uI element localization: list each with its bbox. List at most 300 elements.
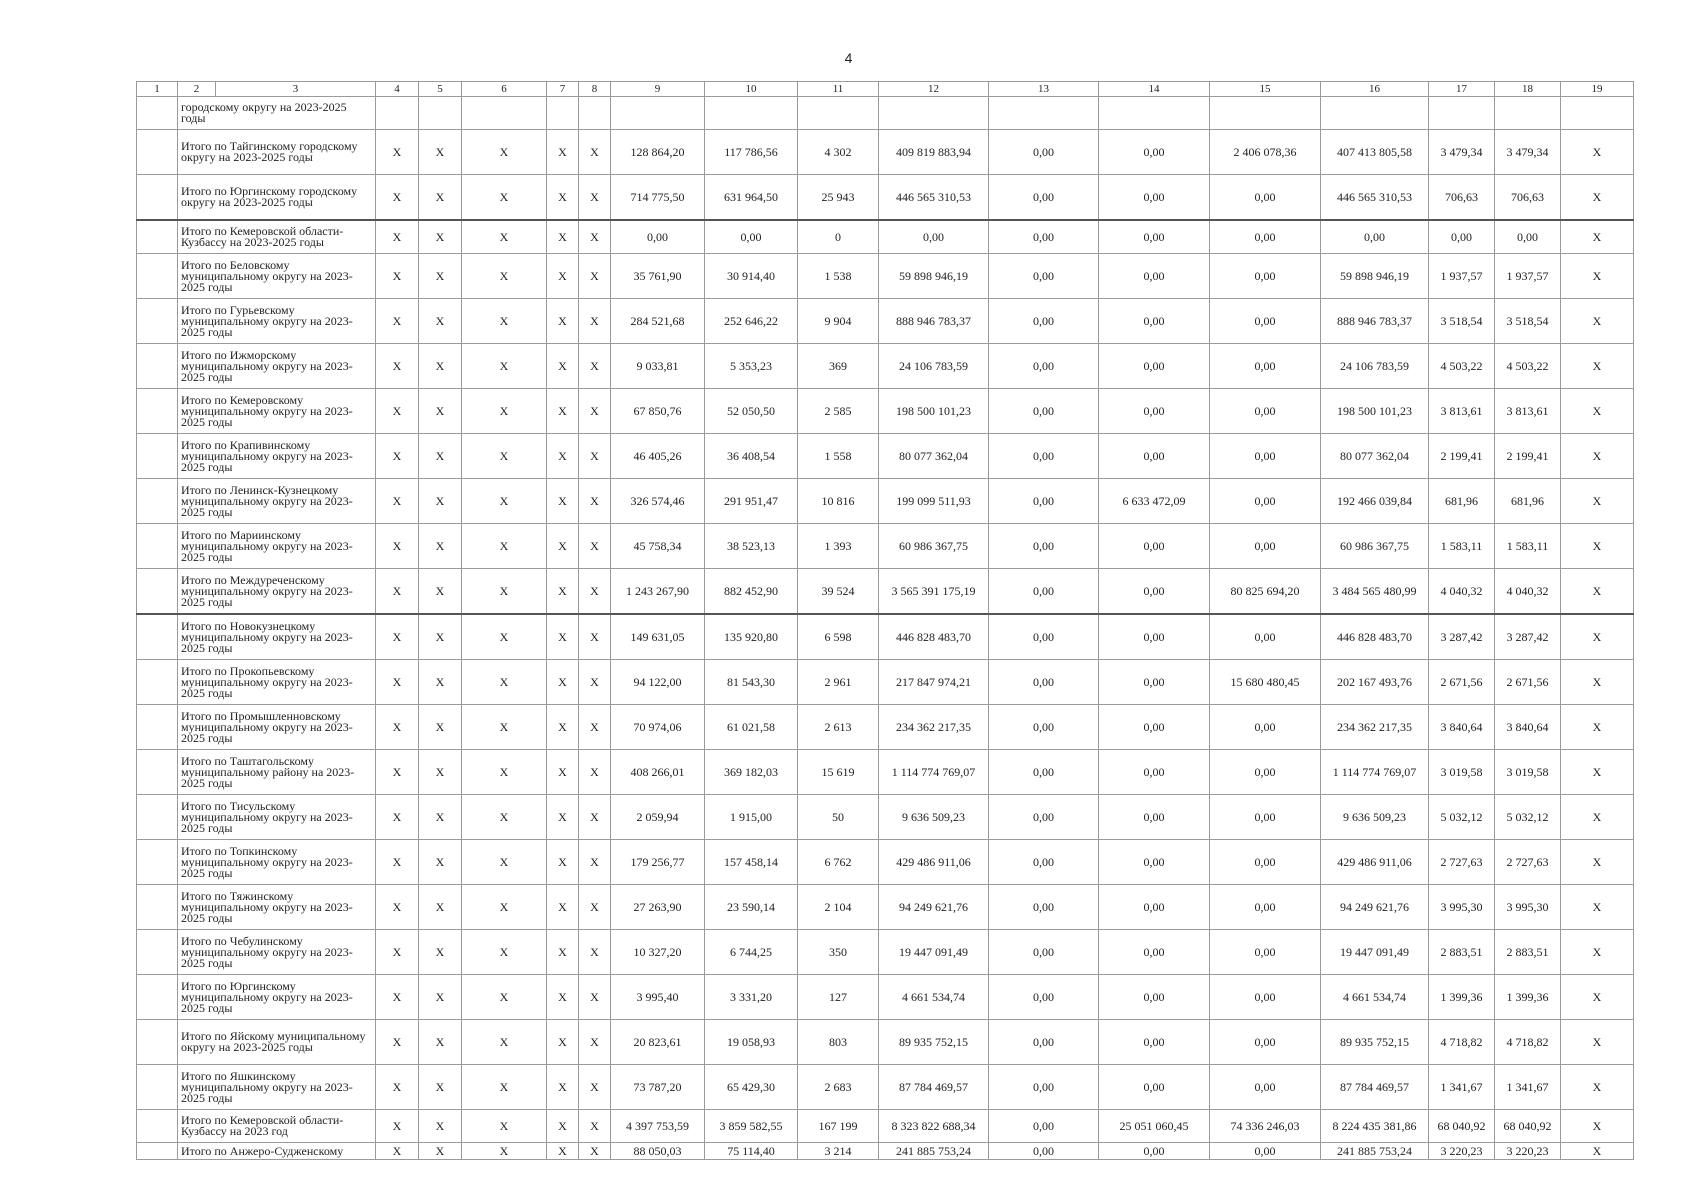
table-cell: 3 019,58 xyxy=(1495,750,1561,795)
row-number-cell xyxy=(137,389,178,434)
table-cell: X xyxy=(547,479,579,524)
table-cell: 1 393 xyxy=(798,524,879,569)
table-cell xyxy=(989,97,1099,130)
row-name-cell: Итого по Ижморскому муниципальному округу на 2023-2025 годы xyxy=(178,344,376,389)
table-cell: X xyxy=(579,1110,611,1143)
table-cell: 0,00 xyxy=(1210,254,1321,299)
row-number-cell xyxy=(137,750,178,795)
table-cell: 4 718,82 xyxy=(1429,1020,1495,1065)
column-number-cell: 15 xyxy=(1210,82,1321,97)
table-cell: 1 341,67 xyxy=(1429,1065,1495,1110)
table-cell: 9 636 509,23 xyxy=(1321,795,1429,840)
table-cell: 0,00 xyxy=(1210,434,1321,479)
column-number-cell: 13 xyxy=(989,82,1099,97)
table-cell: X xyxy=(419,1020,462,1065)
column-number-cell: 4 xyxy=(376,82,419,97)
table-cell: X xyxy=(376,750,419,795)
table-cell: 0,00 xyxy=(1099,1020,1210,1065)
table-cell: 217 847 974,21 xyxy=(879,660,989,705)
table-cell: 2 059,94 xyxy=(611,795,705,840)
table-cell: 369 xyxy=(798,344,879,389)
table-cell: 0,00 xyxy=(989,975,1099,1020)
table-cell: 2 613 xyxy=(798,705,879,750)
row-number-cell xyxy=(137,660,178,705)
table-cell: 0,00 xyxy=(705,220,798,254)
table-cell: 0,00 xyxy=(1210,389,1321,434)
table-cell: X xyxy=(547,975,579,1020)
table-cell: 631 964,50 xyxy=(705,175,798,221)
row-name-cell: Итого по Новокузнецкому муниципальному округу на 2023-2025 годы xyxy=(178,614,376,660)
table-cell: 446 565 310,53 xyxy=(879,175,989,221)
table-cell: 128 864,20 xyxy=(611,130,705,175)
table-cell: X xyxy=(1561,930,1634,975)
table-cell xyxy=(376,97,419,130)
table-cell: 24 106 783,59 xyxy=(1321,344,1429,389)
table-cell: 0,00 xyxy=(989,130,1099,175)
row-number-cell xyxy=(137,1065,178,1110)
table-cell: X xyxy=(419,1110,462,1143)
table-cell: X xyxy=(419,479,462,524)
table-cell: X xyxy=(376,130,419,175)
table-cell xyxy=(705,97,798,130)
table-cell: X xyxy=(419,840,462,885)
table-cell: 4 397 753,59 xyxy=(611,1110,705,1143)
row-number-cell xyxy=(137,795,178,840)
column-number-cell: 11 xyxy=(798,82,879,97)
table-cell: X xyxy=(462,840,547,885)
table-cell xyxy=(579,97,611,130)
row-number-cell xyxy=(137,130,178,175)
table-cell: 0,00 xyxy=(1099,975,1210,1020)
table-cell: X xyxy=(1561,569,1634,615)
table-cell: X xyxy=(1561,750,1634,795)
table-cell: 0,00 xyxy=(1210,930,1321,975)
row-name-cell: Итого по Кемеровскому муниципальному округу на 2023-2025 годы xyxy=(178,389,376,434)
table-cell: X xyxy=(376,1110,419,1143)
table-cell: X xyxy=(419,524,462,569)
table-cell: 0,00 xyxy=(1099,299,1210,344)
table-cell: X xyxy=(419,254,462,299)
column-number-cell: 18 xyxy=(1495,82,1561,97)
table-cell: 15 680 480,45 xyxy=(1210,660,1321,705)
table-cell: 0,00 xyxy=(1099,524,1210,569)
table-cell: X xyxy=(376,344,419,389)
table-cell: 0,00 xyxy=(1099,434,1210,479)
row-name-cell: Итого по Таштагольскому муниципальному району на 2023-2025 годы xyxy=(178,750,376,795)
table-cell: 0,00 xyxy=(1210,479,1321,524)
row-name-cell: Итого по Юргинскому муниципальному округу на 2023-2025 годы xyxy=(178,975,376,1020)
table-cell: 199 099 511,93 xyxy=(879,479,989,524)
table-cell: X xyxy=(376,795,419,840)
table-cell: 1 538 xyxy=(798,254,879,299)
table-cell: 446 828 483,70 xyxy=(879,614,989,660)
column-number-cell: 12 xyxy=(879,82,989,97)
table-cell: 803 xyxy=(798,1020,879,1065)
table-cell: X xyxy=(1561,975,1634,1020)
row-name-cell: Итого по Юргинскому городскому округу на 2023-2025 годы xyxy=(178,175,376,221)
table-row xyxy=(137,705,1634,750)
row-name-cell: Итого по Чебулинскому муниципальному округу на 2023-2025 годы xyxy=(178,930,376,975)
table-cell: X xyxy=(579,524,611,569)
table-cell: 1 341,67 xyxy=(1495,1065,1561,1110)
table-cell: 3 518,54 xyxy=(1495,299,1561,344)
row-number-cell xyxy=(137,705,178,750)
table-cell: 0,00 xyxy=(879,220,989,254)
table-cell: 0,00 xyxy=(989,389,1099,434)
table-cell xyxy=(547,97,579,130)
table-cell: 60 986 367,75 xyxy=(879,524,989,569)
table-cell: 0,00 xyxy=(1099,750,1210,795)
table-cell: 74 336 246,03 xyxy=(1210,1110,1321,1143)
table-cell: X xyxy=(1561,130,1634,175)
table-cell: 24 106 783,59 xyxy=(879,344,989,389)
table-row xyxy=(137,1020,1634,1065)
row-name-cell: Итого по Кемеровской области-Кузбассу на 2023-2025 годы xyxy=(178,220,376,254)
row-number-cell xyxy=(137,840,178,885)
table-cell: X xyxy=(376,660,419,705)
table-row xyxy=(137,97,1634,130)
table-cell: 3 565 391 175,19 xyxy=(879,569,989,615)
table-cell: 3 479,34 xyxy=(1495,130,1561,175)
table-cell: 2 199,41 xyxy=(1495,434,1561,479)
table-cell: X xyxy=(547,660,579,705)
table-cell: 2 883,51 xyxy=(1429,930,1495,975)
table-row xyxy=(137,175,1634,221)
table-cell: X xyxy=(579,1065,611,1110)
table-cell: 8 224 435 381,86 xyxy=(1321,1110,1429,1143)
table-cell: 1 583,11 xyxy=(1495,524,1561,569)
table-cell: X xyxy=(376,930,419,975)
table-cell: X xyxy=(547,840,579,885)
table-cell: 3 840,64 xyxy=(1495,705,1561,750)
table-cell: 714 775,50 xyxy=(611,175,705,221)
table-row xyxy=(137,130,1634,175)
table-cell: 0,00 xyxy=(989,479,1099,524)
table-cell: 3 813,61 xyxy=(1495,389,1561,434)
table-cell: 1 243 267,90 xyxy=(611,569,705,615)
table-row xyxy=(137,344,1634,389)
table-cell: X xyxy=(419,389,462,434)
table-cell: 73 787,20 xyxy=(611,1065,705,1110)
table-cell: 0,00 xyxy=(1099,885,1210,930)
table-cell: X xyxy=(547,1020,579,1065)
table-cell: 45 758,34 xyxy=(611,524,705,569)
table-row xyxy=(137,569,1634,615)
table-row xyxy=(137,434,1634,479)
column-number-cell: 5 xyxy=(419,82,462,97)
table-cell: 252 646,22 xyxy=(705,299,798,344)
table-cell: 0,00 xyxy=(989,1143,1099,1160)
row-name-cell: Итого по Яйскому муниципальному округу на 2023-2025 годы xyxy=(178,1020,376,1065)
table-cell: 6 744,25 xyxy=(705,930,798,975)
row-number-cell xyxy=(137,614,178,660)
table-cell: X xyxy=(1561,1110,1634,1143)
table-cell: 60 986 367,75 xyxy=(1321,524,1429,569)
table-row xyxy=(137,885,1634,930)
table-cell: 5 032,12 xyxy=(1429,795,1495,840)
column-number-cell: 8 xyxy=(579,82,611,97)
table-cell: X xyxy=(579,660,611,705)
table-cell: 0,00 xyxy=(989,1110,1099,1143)
table-cell: 1 114 774 769,07 xyxy=(879,750,989,795)
table-cell: X xyxy=(462,795,547,840)
table-cell: 234 362 217,35 xyxy=(1321,705,1429,750)
table-cell: X xyxy=(579,175,611,221)
table-cell: 2 883,51 xyxy=(1495,930,1561,975)
table-cell: X xyxy=(1561,1020,1634,1065)
table-cell: X xyxy=(462,389,547,434)
table-cell: 9 904 xyxy=(798,299,879,344)
table-cell: X xyxy=(1561,389,1634,434)
table-cell: X xyxy=(376,1020,419,1065)
table-cell: X xyxy=(376,614,419,660)
table-cell xyxy=(879,97,989,130)
table-cell: 4 503,22 xyxy=(1429,344,1495,389)
table-cell: 3 995,40 xyxy=(611,975,705,1020)
table-cell: X xyxy=(579,614,611,660)
table-cell xyxy=(462,97,547,130)
table-cell: X xyxy=(547,614,579,660)
table-cell: 2 199,41 xyxy=(1429,434,1495,479)
table-cell: X xyxy=(462,1110,547,1143)
table-cell: 0,00 xyxy=(989,434,1099,479)
table-cell: 429 486 911,06 xyxy=(879,840,989,885)
table-cell: 46 405,26 xyxy=(611,434,705,479)
table-cell: 888 946 783,37 xyxy=(1321,299,1429,344)
table-cell xyxy=(1429,97,1495,130)
row-number-cell xyxy=(137,930,178,975)
row-name-cell: Итого по Крапивинскому муниципальному округу на 2023-2025 годы xyxy=(178,434,376,479)
table-cell: 0,00 xyxy=(1099,344,1210,389)
column-number-cell: 6 xyxy=(462,82,547,97)
table-cell: X xyxy=(462,220,547,254)
table-cell: X xyxy=(1561,614,1634,660)
table-cell: 3 287,42 xyxy=(1429,614,1495,660)
table-cell: 0,00 xyxy=(1099,614,1210,660)
row-number-cell xyxy=(137,254,178,299)
row-name-cell: Итого по Междуреченскому муниципальному округу на 2023-2025 годы xyxy=(178,569,376,615)
table-cell: 6 762 xyxy=(798,840,879,885)
table-cell: 3 220,23 xyxy=(1495,1143,1561,1160)
table-cell: X xyxy=(579,344,611,389)
table-row xyxy=(137,254,1634,299)
table-cell: X xyxy=(376,1065,419,1110)
table-row xyxy=(137,1110,1634,1143)
row-name-cell: Итого по Промышленновскому муниципальному округу на 2023-2025 годы xyxy=(178,705,376,750)
table-cell: 59 898 946,19 xyxy=(879,254,989,299)
table-cell: X xyxy=(419,795,462,840)
table-cell: X xyxy=(579,705,611,750)
table-cell: 0,00 xyxy=(989,840,1099,885)
row-name-cell: Итого по Тисульскому муниципальному округу на 2023-2025 годы xyxy=(178,795,376,840)
table-cell: 67 850,76 xyxy=(611,389,705,434)
table-row xyxy=(137,840,1634,885)
table-cell: X xyxy=(462,524,547,569)
table-cell: X xyxy=(462,614,547,660)
table-cell: X xyxy=(376,479,419,524)
row-number-cell xyxy=(137,97,178,130)
table-cell: X xyxy=(579,795,611,840)
table-cell: 0,00 xyxy=(1099,1065,1210,1110)
table-cell: 0 xyxy=(798,220,879,254)
table-cell: 94 122,00 xyxy=(611,660,705,705)
table-cell: X xyxy=(547,705,579,750)
table-cell: 0,00 xyxy=(1210,524,1321,569)
table-cell: X xyxy=(547,434,579,479)
table-cell: X xyxy=(579,840,611,885)
table-cell: X xyxy=(462,1065,547,1110)
table-cell: 0,00 xyxy=(1099,220,1210,254)
table-cell: 0,00 xyxy=(989,344,1099,389)
table-cell: X xyxy=(1561,524,1634,569)
table-cell: X xyxy=(547,1143,579,1160)
table-cell: 706,63 xyxy=(1495,175,1561,221)
table-cell: 192 466 039,84 xyxy=(1321,479,1429,524)
row-number-cell xyxy=(137,220,178,254)
table-cell: 80 077 362,04 xyxy=(1321,434,1429,479)
table-cell: X xyxy=(579,750,611,795)
table-cell: X xyxy=(462,705,547,750)
table-cell: 25 943 xyxy=(798,175,879,221)
table-cell: 0,00 xyxy=(1099,1143,1210,1160)
table-cell: 4 503,22 xyxy=(1495,344,1561,389)
table-cell: 25 051 060,45 xyxy=(1099,1110,1210,1143)
table-cell: 706,63 xyxy=(1429,175,1495,221)
table-cell: 0,00 xyxy=(989,750,1099,795)
table-cell: 234 362 217,35 xyxy=(879,705,989,750)
table-cell: X xyxy=(376,524,419,569)
table-cell: X xyxy=(419,975,462,1020)
table-cell: X xyxy=(419,569,462,615)
row-name-cell: Итого по Гурьевскому муниципальному округу на 2023-2025 годы xyxy=(178,299,376,344)
table-cell: 0,00 xyxy=(1210,1065,1321,1110)
table-cell: 326 574,46 xyxy=(611,479,705,524)
table-cell: 9 636 509,23 xyxy=(879,795,989,840)
table-cell: 3 484 565 480,99 xyxy=(1321,569,1429,615)
table-cell: 0,00 xyxy=(1210,1143,1321,1160)
table-cell: 3 479,34 xyxy=(1429,130,1495,175)
table-cell: 4 302 xyxy=(798,130,879,175)
table-cell: X xyxy=(547,389,579,434)
row-number-cell xyxy=(137,569,178,615)
table-cell: X xyxy=(579,130,611,175)
table-cell: X xyxy=(1561,479,1634,524)
table-cell: 94 249 621,76 xyxy=(879,885,989,930)
table-cell: X xyxy=(376,840,419,885)
table-row xyxy=(137,220,1634,254)
table-cell: 80 077 362,04 xyxy=(879,434,989,479)
table-cell: X xyxy=(419,885,462,930)
table-cell: X xyxy=(376,434,419,479)
table-cell: 0,00 xyxy=(1210,840,1321,885)
table-cell: 3 331,20 xyxy=(705,975,798,1020)
table-cell: 35 761,90 xyxy=(611,254,705,299)
table-cell: X xyxy=(462,930,547,975)
table-cell: X xyxy=(547,130,579,175)
table-cell: 27 263,90 xyxy=(611,885,705,930)
table-row xyxy=(137,975,1634,1020)
table-cell: X xyxy=(376,254,419,299)
table-cell: 0,00 xyxy=(1210,220,1321,254)
table-cell: X xyxy=(419,750,462,795)
table-cell: 0,00 xyxy=(1210,750,1321,795)
table-cell: 30 914,40 xyxy=(705,254,798,299)
table-cell: X xyxy=(462,569,547,615)
column-number-cell: 1 xyxy=(137,82,178,97)
table-cell: X xyxy=(376,885,419,930)
table-cell: 4 661 534,74 xyxy=(1321,975,1429,1020)
table-cell: 2 727,63 xyxy=(1495,840,1561,885)
table-cell: 0,00 xyxy=(1210,175,1321,221)
table-cell: 369 182,03 xyxy=(705,750,798,795)
table-cell: X xyxy=(419,434,462,479)
table-cell: 0,00 xyxy=(989,930,1099,975)
table-cell: X xyxy=(376,299,419,344)
table-cell: 135 920,80 xyxy=(705,614,798,660)
table-cell: 0,00 xyxy=(989,299,1099,344)
table-cell: X xyxy=(547,220,579,254)
table-cell: X xyxy=(1561,344,1634,389)
table-cell: 88 050,03 xyxy=(611,1143,705,1160)
table-cell: X xyxy=(1561,434,1634,479)
table-row xyxy=(137,930,1634,975)
table-cell: 429 486 911,06 xyxy=(1321,840,1429,885)
table-cell: X xyxy=(376,1143,419,1160)
table-cell: 409 819 883,94 xyxy=(879,130,989,175)
table-row xyxy=(137,1143,1634,1160)
table-cell: 4 040,32 xyxy=(1429,569,1495,615)
row-name-cell: Итого по Беловскому муниципальному округу на 2023-2025 годы xyxy=(178,254,376,299)
table-cell: X xyxy=(376,975,419,1020)
table-cell: X xyxy=(579,885,611,930)
table-row xyxy=(137,389,1634,434)
table-cell: 75 114,40 xyxy=(705,1143,798,1160)
table-cell: 157 458,14 xyxy=(705,840,798,885)
table-cell: 284 521,68 xyxy=(611,299,705,344)
table-cell: 2 671,56 xyxy=(1429,660,1495,705)
table-cell: X xyxy=(547,299,579,344)
column-number-cell: 2 xyxy=(178,82,216,97)
table-cell: 20 823,61 xyxy=(611,1020,705,1065)
table-cell: X xyxy=(419,344,462,389)
table-row xyxy=(137,660,1634,705)
table-cell: 407 413 805,58 xyxy=(1321,130,1429,175)
row-name-cell: городскому округу на 2023-2025 годы xyxy=(178,97,376,130)
table-cell: X xyxy=(419,705,462,750)
table-cell: X xyxy=(579,254,611,299)
table-cell: 3 287,42 xyxy=(1495,614,1561,660)
table-cell: 0,00 xyxy=(989,254,1099,299)
table-cell: 4 718,82 xyxy=(1495,1020,1561,1065)
table-cell: 3 220,23 xyxy=(1429,1143,1495,1160)
table-row xyxy=(137,750,1634,795)
table-cell: 2 961 xyxy=(798,660,879,705)
table-cell: 2 406 078,36 xyxy=(1210,130,1321,175)
table-cell: 0,00 xyxy=(989,705,1099,750)
table-cell: X xyxy=(579,1020,611,1065)
table-cell: X xyxy=(547,254,579,299)
table-cell: 167 199 xyxy=(798,1110,879,1143)
table-cell: X xyxy=(462,750,547,795)
table-cell: X xyxy=(376,389,419,434)
table-row xyxy=(137,524,1634,569)
table-cell: X xyxy=(462,434,547,479)
table-cell: 5 032,12 xyxy=(1495,795,1561,840)
table-cell: 0,00 xyxy=(1210,614,1321,660)
table-cell: 0,00 xyxy=(1210,299,1321,344)
table-cell: X xyxy=(579,479,611,524)
table-cell: X xyxy=(376,175,419,221)
